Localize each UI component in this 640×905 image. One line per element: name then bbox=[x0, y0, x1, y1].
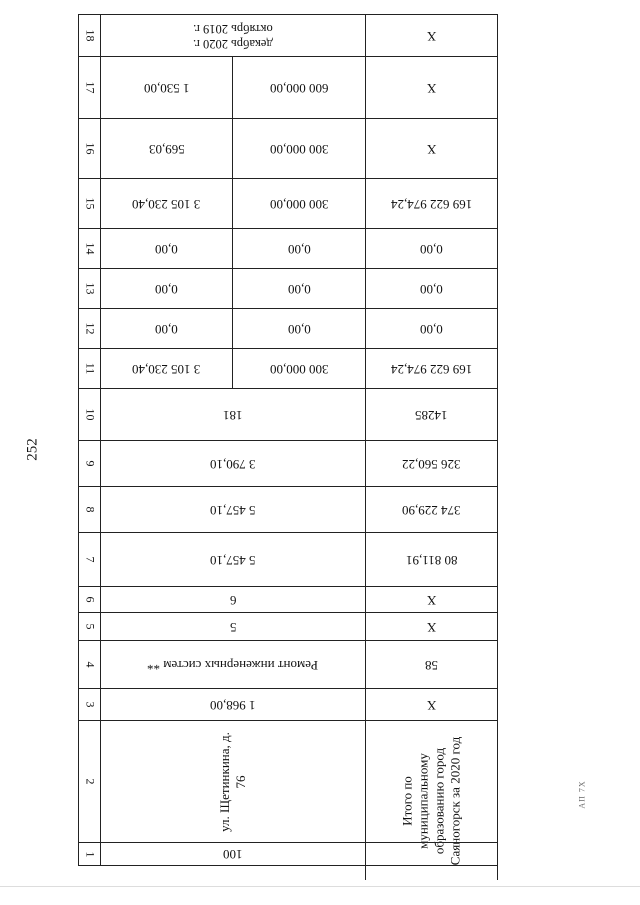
value-cell: 0,00 bbox=[232, 269, 365, 308]
table-row-15 bbox=[78, 178, 498, 228]
table-row-10 bbox=[78, 388, 498, 440]
table-row-14 bbox=[78, 228, 498, 268]
period-start: октябрь 2019 г. bbox=[193, 21, 273, 36]
value-cell: 569,03 bbox=[100, 119, 232, 178]
total-cell: 58 bbox=[365, 641, 498, 688]
total-cell: 169 622 974,24 bbox=[365, 349, 498, 388]
table-row-8 bbox=[78, 486, 498, 532]
value-cell: 6 bbox=[100, 587, 365, 612]
column-number-cell: 17 bbox=[78, 57, 100, 118]
period-end: декабрь 2020 г. bbox=[193, 36, 273, 51]
table-row-7 bbox=[78, 532, 498, 586]
column-number-cell: 3 bbox=[78, 689, 100, 720]
page-number: 252 bbox=[24, 438, 41, 461]
value-cell: 300 000,00 bbox=[232, 179, 365, 228]
table-row-1 bbox=[78, 842, 498, 866]
table-row-6 bbox=[78, 586, 498, 612]
total-cell: 0,00 bbox=[365, 269, 498, 308]
column-number-cell: 8 bbox=[78, 487, 100, 532]
value-cell: 600 000,00 bbox=[232, 57, 365, 118]
column-number-cell: 2 bbox=[78, 721, 100, 842]
column-number-cell: 11 bbox=[78, 349, 100, 388]
total-cell: 80 811,91 bbox=[365, 533, 498, 586]
total-cell: 169 622 974,24 bbox=[365, 179, 498, 228]
column-number-cell: 10 bbox=[78, 389, 100, 440]
column-number-cell: 15 bbox=[78, 179, 100, 228]
column-number-cell: 18 bbox=[78, 15, 100, 56]
table-row-3 bbox=[78, 688, 498, 720]
value-cell: 3 105 230,40 bbox=[100, 179, 232, 228]
value-cell: 181 bbox=[100, 389, 365, 440]
total-cell: X bbox=[365, 119, 498, 178]
total-cell: 374 229,90 bbox=[365, 487, 498, 532]
value-cell: 3 790,10 bbox=[100, 441, 365, 486]
stamp-mark: АП 7Х bbox=[577, 780, 587, 809]
value-cell: 0,00 bbox=[100, 269, 232, 308]
total-cell: X bbox=[365, 613, 498, 640]
table-row-13 bbox=[78, 268, 498, 308]
value-cell: 0,00 bbox=[232, 229, 365, 268]
column-number-cell: 6 bbox=[78, 587, 100, 612]
column-number-cell: 16 bbox=[78, 119, 100, 178]
column-number-cell: 9 bbox=[78, 441, 100, 486]
total-label-cell: Итого по муниципальному образованию город Саяногорск за 2020 год bbox=[365, 721, 498, 880]
value-cell: 300 000,00 bbox=[232, 349, 365, 388]
total-cell: 0,00 bbox=[365, 229, 498, 268]
value-cell: 0,00 bbox=[232, 309, 365, 348]
value-cell: 5 457,10 bbox=[100, 533, 365, 586]
period-cell bbox=[100, 15, 365, 56]
value-cell: 0,00 bbox=[100, 309, 232, 348]
value-cell: 1 530,00 bbox=[100, 57, 232, 118]
value-cell: 1 968,00 bbox=[100, 689, 365, 720]
table-row-16 bbox=[78, 118, 498, 178]
value-cell: 3 105 230,40 bbox=[100, 349, 232, 388]
value-cell: 5 bbox=[100, 613, 365, 640]
value-cell: 100 bbox=[100, 843, 365, 865]
value-cell: 0,00 bbox=[100, 229, 232, 268]
total-cell: X bbox=[365, 57, 498, 118]
value-cell: 300 000,00 bbox=[232, 119, 365, 178]
total-cell: X bbox=[365, 15, 498, 56]
table-row-12 bbox=[78, 308, 498, 348]
total-cell: X bbox=[365, 587, 498, 612]
column-number-cell: 14 bbox=[78, 229, 100, 268]
total-cell: 14285 bbox=[365, 389, 498, 440]
page-bottom-divider bbox=[0, 886, 640, 887]
work-type-cell: Ремонт инженерных систем ** bbox=[100, 641, 365, 688]
address-cell: ул. Щетинкина, д. 76 bbox=[100, 721, 365, 842]
table-row-18 bbox=[78, 14, 498, 56]
value-cell: 5 457,10 bbox=[100, 487, 365, 532]
table-row-17 bbox=[78, 56, 498, 118]
column-number-cell: 1 bbox=[78, 843, 100, 865]
column-number-cell: 4 bbox=[78, 641, 100, 688]
table-row-5 bbox=[78, 612, 498, 640]
total-cell: 326 560,22 bbox=[365, 441, 498, 486]
rotated-table bbox=[78, 14, 498, 866]
column-number-cell: 5 bbox=[78, 613, 100, 640]
column-number-cell: 12 bbox=[78, 309, 100, 348]
total-cell: X bbox=[365, 689, 498, 720]
table-row-4 bbox=[78, 640, 498, 688]
column-number-cell: 7 bbox=[78, 533, 100, 586]
column-number-cell: 13 bbox=[78, 269, 100, 308]
table-row-11 bbox=[78, 348, 498, 388]
total-cell: 0,00 bbox=[365, 309, 498, 348]
table-row-9 bbox=[78, 440, 498, 486]
